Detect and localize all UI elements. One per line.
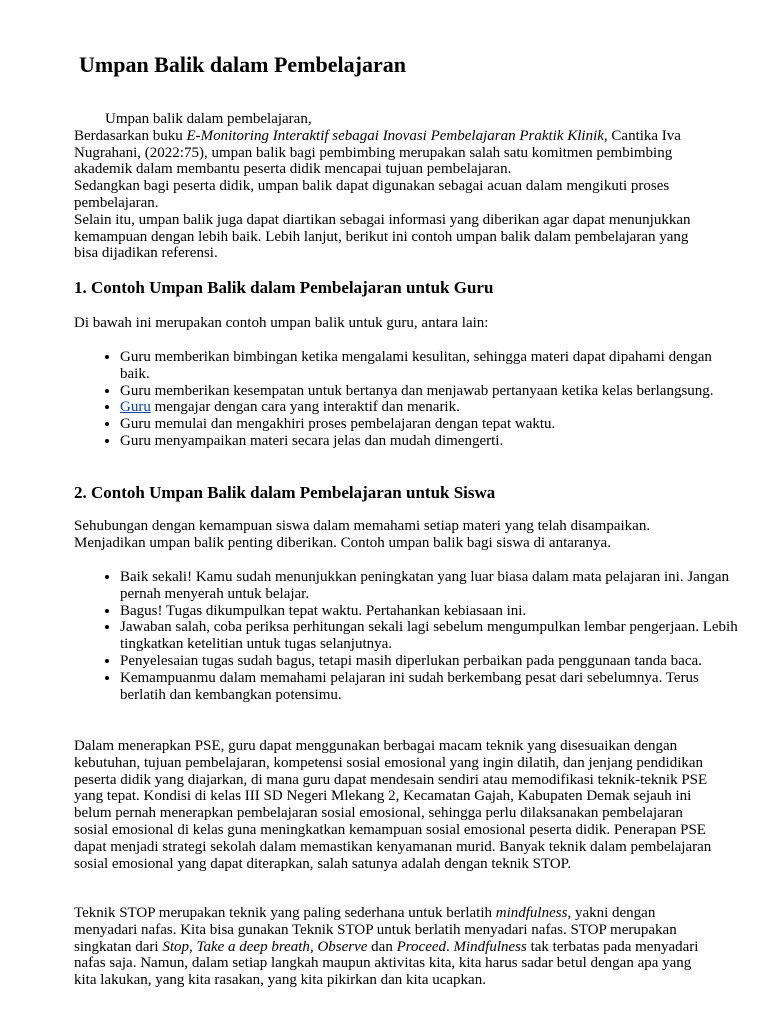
section-lead-guru: Di bawah ini merupakan contoh umpan balik untuk guru, antara lain: bbox=[74, 315, 489, 331]
intro-paragraph-3: Selain itu, umpan balik juga dapat diartikan sebagai informasi yang diberikan agar dapat menunjukkan kemampuan dengan lebih baik. Lebih lanjut, berikut ini contoh umpan balik dalam pembelajaran yang bisa dijadikan referensi. bbox=[74, 211, 691, 262]
term-mindfulness: Mindfulness bbox=[453, 938, 527, 955]
stop-paragraph bbox=[74, 905, 714, 989]
list-item: • Penyelesaian tugas sudah bagus, tetapi masih diperlukan perbaikan pada penggunaan tanda baca. bbox=[120, 653, 742, 670]
page-title: Umpan Balik dalam Pembelajaran bbox=[79, 52, 406, 77]
intro-line: Umpan balik dalam pembelajaran, bbox=[105, 111, 312, 127]
section-heading-siswa: 2. Contoh Umpan Balik dalam Pembelajaran untuk Siswa bbox=[74, 483, 496, 502]
list-item: • Guru memberikan bimbingan ketika mengalami kesulitan, sehingga materi dapat dipahami dengan baik. bbox=[120, 349, 742, 383]
section-lead-siswa: Sehubungan dengan kemampuan siswa dalam memahami setiap materi yang telah disampaikan. Menjadikan umpan balik penting diberikan. Contoh umpan balik bagi siswa di antaranya. bbox=[74, 518, 651, 551]
intro-paragraph-1 bbox=[74, 128, 714, 178]
separator: . bbox=[446, 938, 454, 955]
term-observe: Observe bbox=[317, 938, 368, 955]
term-stop: Stop bbox=[162, 938, 189, 955]
separator: , bbox=[309, 938, 318, 955]
term-breath: Take a deep breath bbox=[196, 938, 310, 955]
term-mindfulness: mindfulness bbox=[495, 905, 568, 921]
list-item: • Bagus! Tugas dikumpulkan tepat waktu. Pertahankan kebiasaan ini. bbox=[120, 603, 742, 620]
list-item-text: mengajar dengan cara yang interaktif dan menarik. bbox=[154, 399, 460, 416]
intro-text: , Cantika Iva Nugrahani, (2022:75), umpan balik bagi pembimbing merupakan salah satu komitmen pembimbing akademik dalam membantu peserta didik mencapai tujuan pembelajaran. bbox=[74, 127, 681, 178]
list-item: • Baik sekali! Kamu sudah menunjukkan peningkatan yang luar biasa dalam mata pelajaran ini. Jangan pernah menyerah untuk belajar. bbox=[120, 569, 742, 603]
text-run: , yakni dengan menyadari nafas. Kita bisa gunakan Teknik STOP untuk berlatih menyadari nafas. STOP merupakan singkatan dari bbox=[74, 905, 677, 955]
separator: , bbox=[188, 938, 197, 955]
text-run: Teknik STOP merupakan teknik yang paling sederhana untuk berlatih bbox=[74, 905, 496, 921]
list-item: • Guru memberikan kesempatan untuk bertanya dan menjawab pertanyaan ketika kelas berlangsung. bbox=[120, 383, 742, 400]
term-proceed: Proceed bbox=[396, 938, 447, 955]
list-item: • Kemampuanmu dalam memahami pelajaran ini sudah berkembang pesat dari sebelumnya. Terus berlatih dan kembangkan potensimu. bbox=[120, 670, 742, 704]
list-item: • Guru memulai dan mengakhiri proses pembelajaran dengan tepat waktu. bbox=[120, 416, 742, 433]
text-run: tak terbatas pada menyadari nafas saja. Namun, dalam setiap langkah maupun aktivitas kita, kita harus sadar betul dengan apa yang kita lakukan, yang kita rasakan, yang kita pikirkan dan kita ucapkan. bbox=[74, 938, 699, 989]
list-item: • Jawaban salah, coba periksa perhitungan sekali lagi sebelum mengumpulkan lembar pengerjaan. Lebih tingkatkan ketelitian untuk tugas selanjutnya. bbox=[120, 619, 742, 653]
section-heading-guru: 1. Contoh Umpan Balik dalam Pembelajaran untuk Guru bbox=[74, 278, 494, 297]
intro-paragraph-2: Sedangkan bagi peserta didik, umpan balik dapat digunakan sebagai acuan dalam mengikuti proses pembelajaran. bbox=[74, 178, 670, 211]
intro-text: Berdasarkan buku bbox=[74, 127, 187, 144]
book-title: E-Monitoring Interaktif sebagai Inovasi Pembelajaran Praktik Klinik bbox=[186, 127, 604, 144]
list-item: • Guru menyampaikan materi secara jelas dan mudah dimengerti. bbox=[120, 433, 742, 450]
list-item bbox=[120, 399, 742, 416]
list-guru bbox=[74, 349, 742, 450]
text-run: dan bbox=[367, 938, 397, 955]
guru-link[interactable]: Guru bbox=[120, 399, 151, 416]
pse-paragraph: Dalam menerapkan PSE, guru dapat menggunakan berbagai macam teknik yang disesuaikan dengan kebutuhan, tujuan pembelajaran, kompetensi sosial emosional yang ingin dilatih, dan jenjang pendidikan peserta didik yang diajarkan, di mana guru dapat mendesain sendiri atau memodifikasi teknik-teknik PSE yang tepat. Kondisi di kelas III SD Negeri Mlekang 2, Kecamatan Gajah, Kabupaten Demak sejauh ini belum pernah menerapkan pembelajaran sosial emosional, sehingga perlu dilaksanakan pembelajaran sosial emosional di kelas guna meningkatkan kemampuan sosial emosional peserta didik. Penerapan PSE dapat menjadi strategi sekolah dalam memastikan kenyamanan murid. Banyak teknik dalam pembelajaran sosial emosional yang dapat diterapkan, salah satunya adalah dengan teknik STOP. bbox=[74, 738, 712, 872]
list-siswa bbox=[74, 569, 742, 703]
intro-section bbox=[74, 111, 714, 262]
